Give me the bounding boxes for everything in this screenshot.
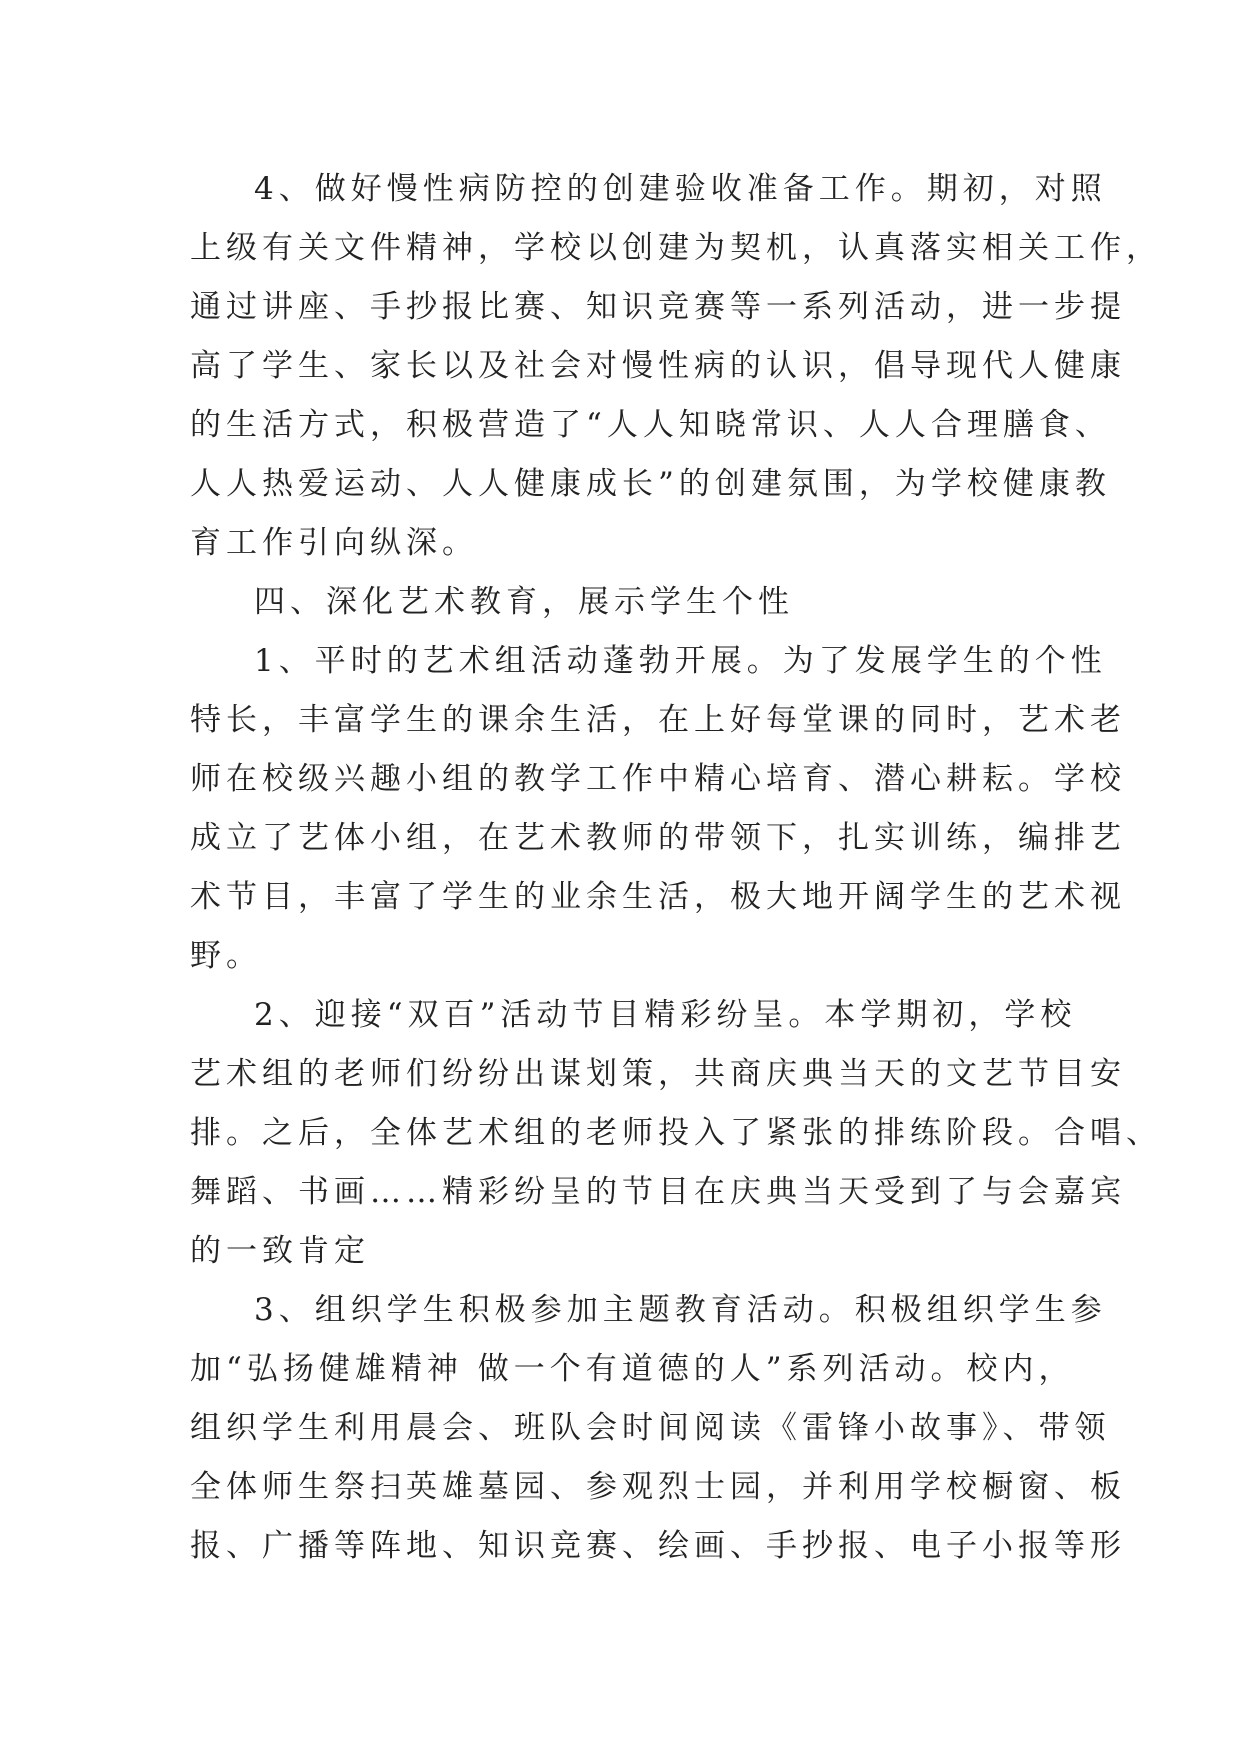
document-body [190, 160, 1162, 1576]
text-line: 师在校级兴趣小组的教学工作中精心培育、潜心耕耘。学校 [190, 761, 1126, 797]
text-line: 3、组织学生积极参加主题教育活动。积极组织学生参 [254, 1292, 1107, 1328]
text-line: 上级有关文件精神，学校以创建为契机，认真落实相关工作， [190, 230, 1162, 266]
text-line: 的一致肯定 [190, 1233, 370, 1269]
text-line: 舞蹈、书画……精彩纷呈的节目在庆典当天受到了与会嘉宾 [190, 1174, 1126, 1210]
text-line: 组织学生利用晨会、班队会时间阅读《雷锋小故事》、带领 [190, 1410, 1111, 1446]
text-line: 野。 [190, 938, 262, 974]
text-line: 的生活方式，积极营造了“人人知晓常识、人人合理膳食、 [190, 407, 1111, 443]
text-line: 排。之后，全体艺术组的老师投入了紧张的排练阶段。合唱、 [190, 1115, 1162, 1151]
text-line: 1、平时的艺术组活动蓬勃开展。为了发展学生的个性 [254, 643, 1107, 679]
text-line: 术节目，丰富了学生的业余生活，极大地开阔学生的艺术视 [190, 879, 1126, 915]
text-line: 人人热爱运动、人人健康成长”的创建氛围，为学校健康教 [190, 466, 1111, 502]
text-line: 特长，丰富学生的课余生活，在上好每堂课的同时，艺术老 [190, 702, 1126, 738]
text-line: 通过讲座、手抄报比赛、知识竞赛等一系列活动，进一步提 [190, 289, 1126, 325]
text-line: 4、做好慢性病防控的创建验收准备工作。期初，对照 [254, 171, 1107, 207]
text-line: 加“弘扬健雄精神 做一个有道德的人”系列活动。校内， [190, 1351, 1075, 1387]
text-line: 四、深化艺术教育，展示学生个性 [254, 584, 794, 620]
text-line: 高了学生、家长以及社会对慢性病的认识，倡导现代人健康 [190, 348, 1126, 384]
text-line: 育工作引向纵深。 [190, 525, 478, 561]
text-line: 全体师生祭扫英雄墓园、参观烈士园，并利用学校橱窗、板 [190, 1469, 1126, 1505]
text-line: 报、广播等阵地、知识竞赛、绘画、手抄报、电子小报等形 [190, 1528, 1126, 1564]
text-line: 艺术组的老师们纷纷出谋划策，共商庆典当天的文艺节目安 [190, 1056, 1126, 1092]
text-line: 成立了艺体小组，在艺术教师的带领下，扎实训练，编排艺 [190, 820, 1126, 856]
text-line: 2、迎接“双百”活动节目精彩纷呈。本学期初，学校 [254, 997, 1077, 1033]
